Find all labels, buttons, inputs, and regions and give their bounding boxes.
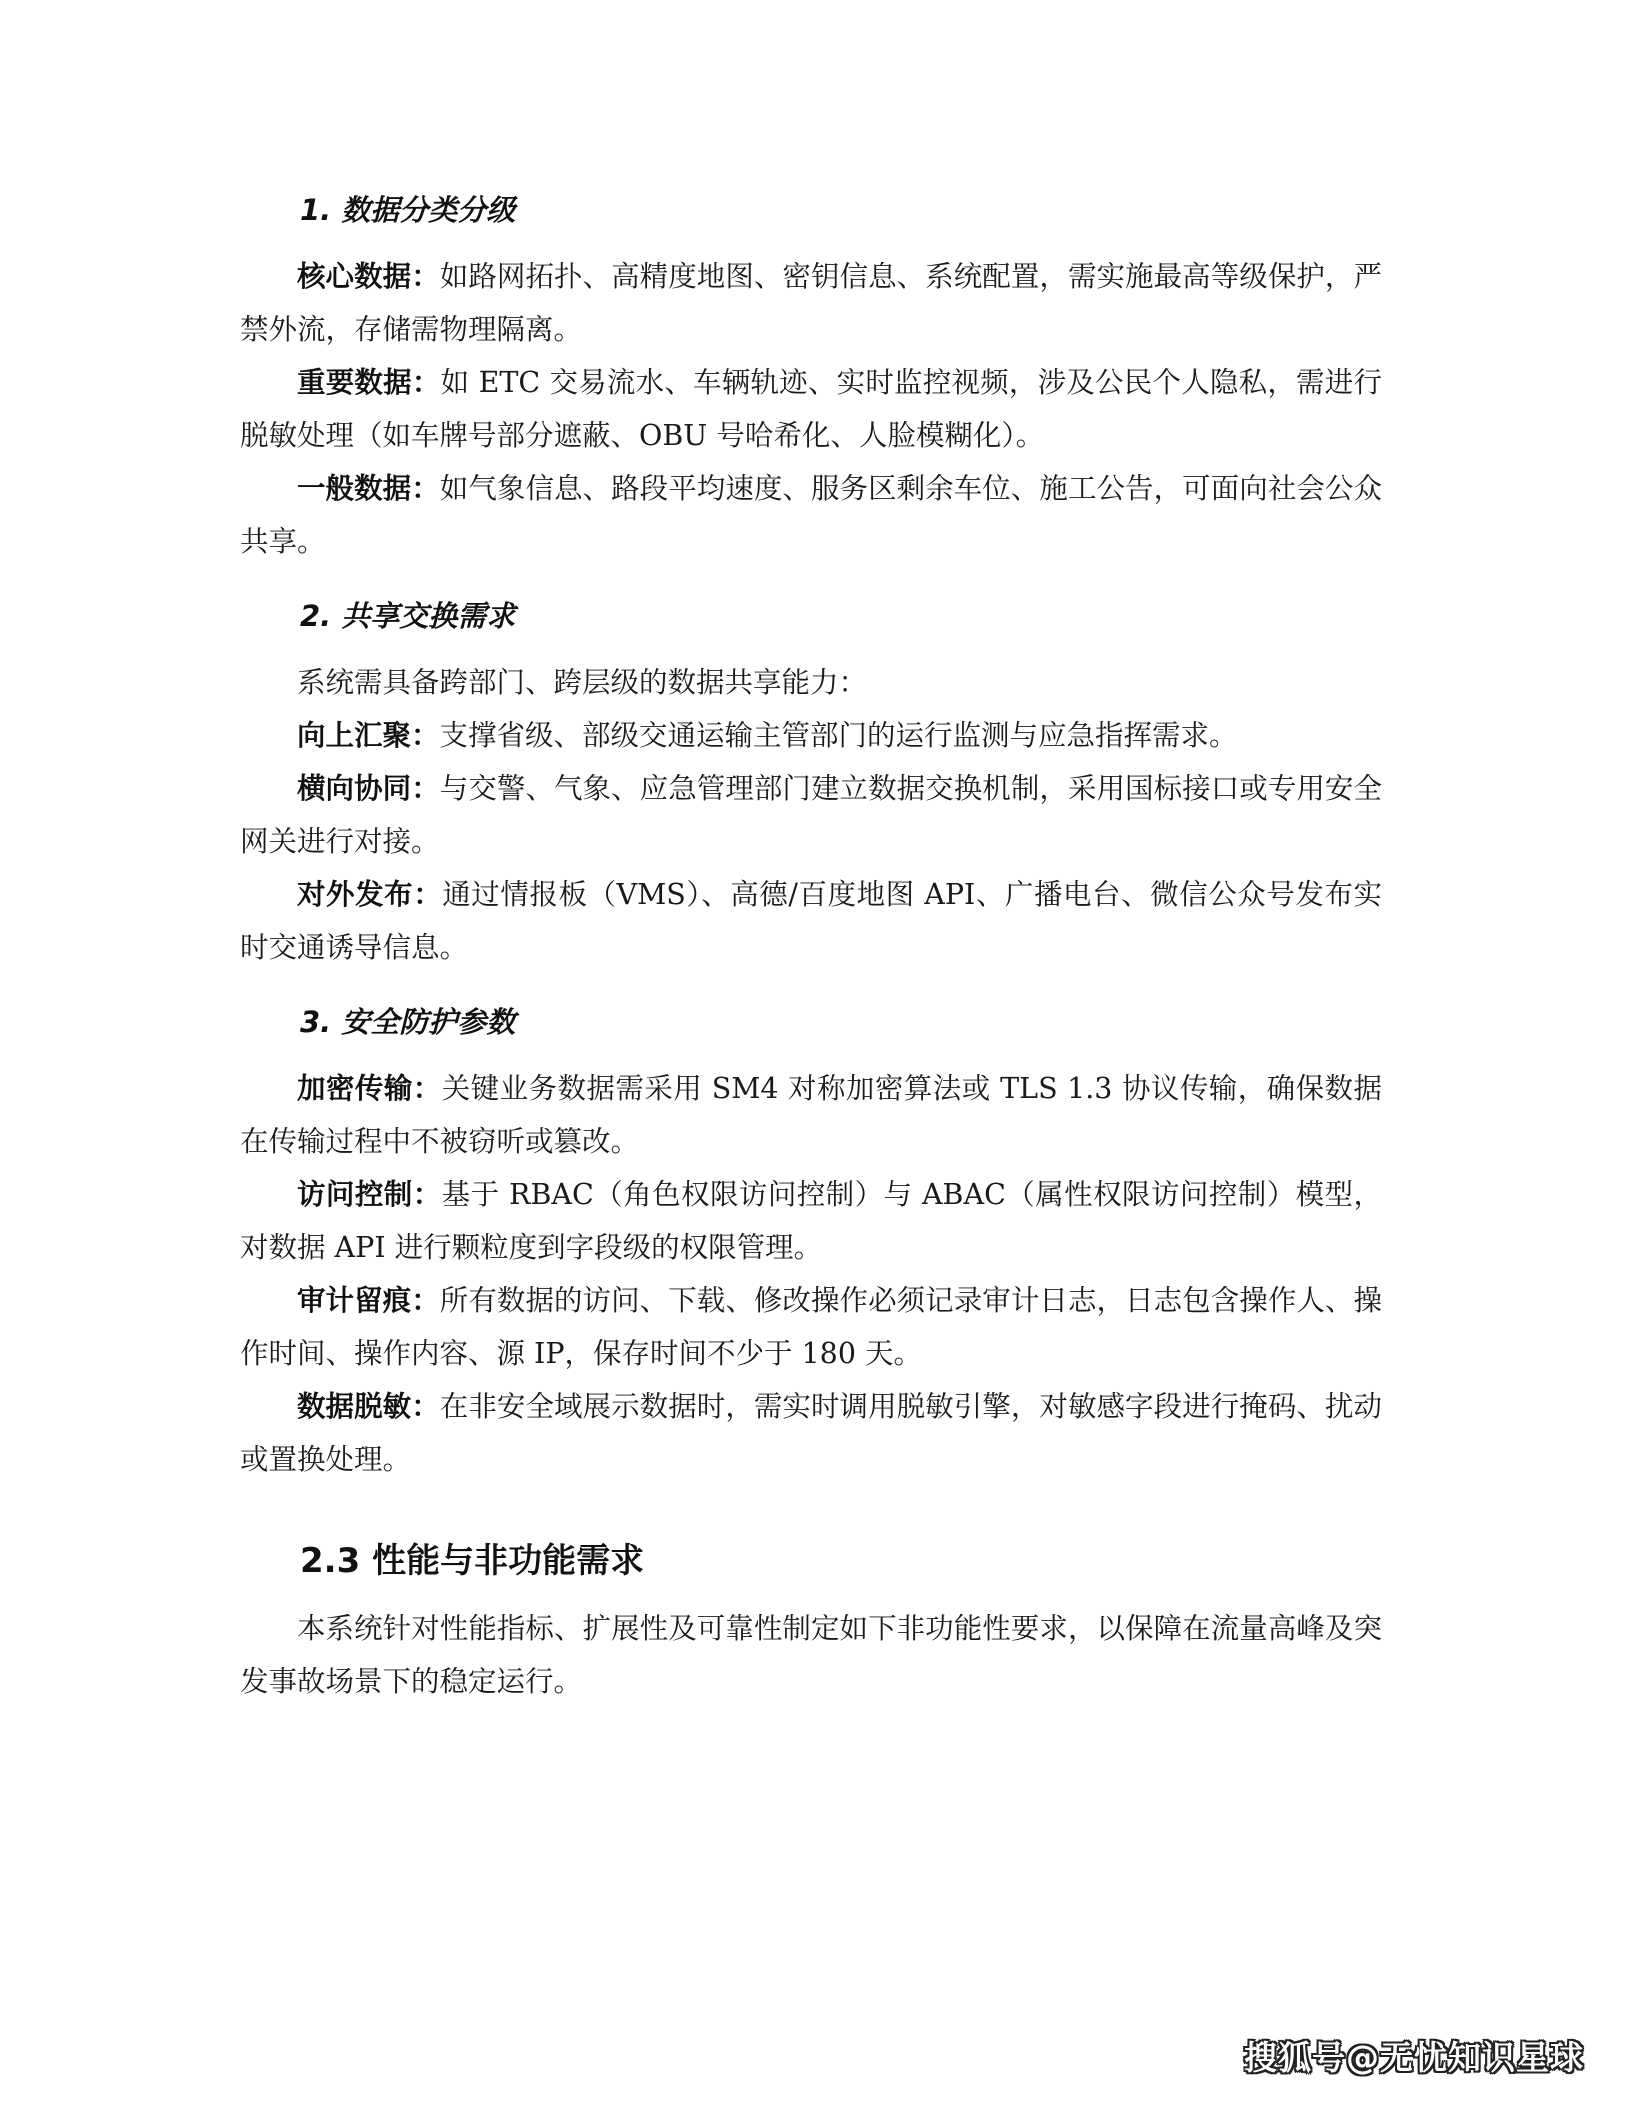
paragraph-external-release (240, 868, 1382, 974)
paragraph-general-data (240, 462, 1382, 568)
paragraph-performance-intro: 本系统针对性能指标、扩展性及可靠性制定如下非功能性要求，以保障在流量高峰及突发事故场景下的稳定运行。 (240, 1612, 1382, 1698)
text-core-data: 如路网拓扑、高精度地图、密钥信息、系统配置，需实施最高等级保护，严禁外流，存储需物理隔离。 (240, 260, 1382, 346)
text-important-data: 如 ETC 交易流水、车辆轨迹、实时监控视频，涉及公民个人隐私，需进行脱敏处理（如车牌号部分遮蔽、OBU 号哈希化、人脸模糊化）。 (240, 366, 1382, 452)
text-general-data: 如气象信息、路段平均速度、服务区剩余车位、施工公告，可面向社会公众共享。 (240, 472, 1382, 558)
paragraph-important-data (240, 356, 1382, 462)
term-upward-aggregation: 向上汇聚： (297, 719, 440, 752)
paragraph-encrypted-transmission (240, 1062, 1382, 1168)
term-access-control: 访问控制： (297, 1178, 442, 1211)
term-data-masking: 数据脱敏： (297, 1390, 440, 1423)
chapter-heading-performance: 2.3 性能与非功能需求 (300, 1541, 645, 1581)
section-heading-data-classification: 1. 数据分类分级 (300, 193, 516, 227)
term-audit-trail: 审计留痕： (297, 1284, 440, 1317)
paragraph-upward-aggregation (240, 709, 1382, 762)
paragraph-horizontal-collaboration (240, 762, 1382, 868)
term-general-data: 一般数据： (297, 472, 440, 505)
text-data-masking: 在非安全域展示数据时，需实时调用脱敏引擎，对敏感字段进行掩码、扰动或置换处理。 (240, 1390, 1382, 1476)
text-external-release: 通过情报板（VMS）、高德/百度地图 API、广播电台、微信公众号发布实时交通诱导信息。 (240, 878, 1382, 964)
term-core-data: 核心数据： (297, 260, 440, 293)
text-encrypted-transmission: 关键业务数据需采用 SM4 对称加密算法或 TLS 1.3 协议传输，确保数据在传输过程中不被窃听或篡改。 (240, 1072, 1382, 1158)
paragraph-audit-trail (240, 1274, 1382, 1380)
term-horizontal-collaboration: 横向协同： (297, 772, 440, 805)
term-external-release: 对外发布： (297, 878, 443, 911)
paragraph-core-data (240, 250, 1382, 356)
text-access-control: 基于 RBAC（角色权限访问控制）与 ABAC（属性权限访问控制）模型，对数据 API 进行颗粒度到字段级的权限管理。 (240, 1178, 1382, 1264)
paragraph-data-masking (240, 1380, 1382, 1486)
text-audit-trail: 所有数据的访问、下载、修改操作必须记录审计日志，日志包含操作人、操作时间、操作内容、源 IP，保存时间不少于 180 天。 (240, 1284, 1382, 1370)
section-heading-security-params: 3. 安全防护参数 (300, 1005, 516, 1039)
paragraph-access-control (240, 1168, 1382, 1274)
term-important-data: 重要数据： (297, 366, 441, 399)
text-horizontal-collaboration: 与交警、气象、应急管理部门建立数据交换机制，采用国标接口或专用安全网关进行对接。 (240, 772, 1382, 858)
text-upward-aggregation: 支撑省级、部级交通运输主管部门的运行监测与应急指挥需求。 (439, 719, 1238, 752)
section-heading-sharing-exchange: 2. 共享交换需求 (300, 599, 516, 633)
paragraph-sharing-intro: 系统需具备跨部门、跨层级的数据共享能力： (297, 666, 868, 699)
term-encrypted-transmission: 加密传输： (297, 1072, 442, 1105)
watermark: 搜狐号@无忧知识星球 (1244, 2038, 1584, 2077)
